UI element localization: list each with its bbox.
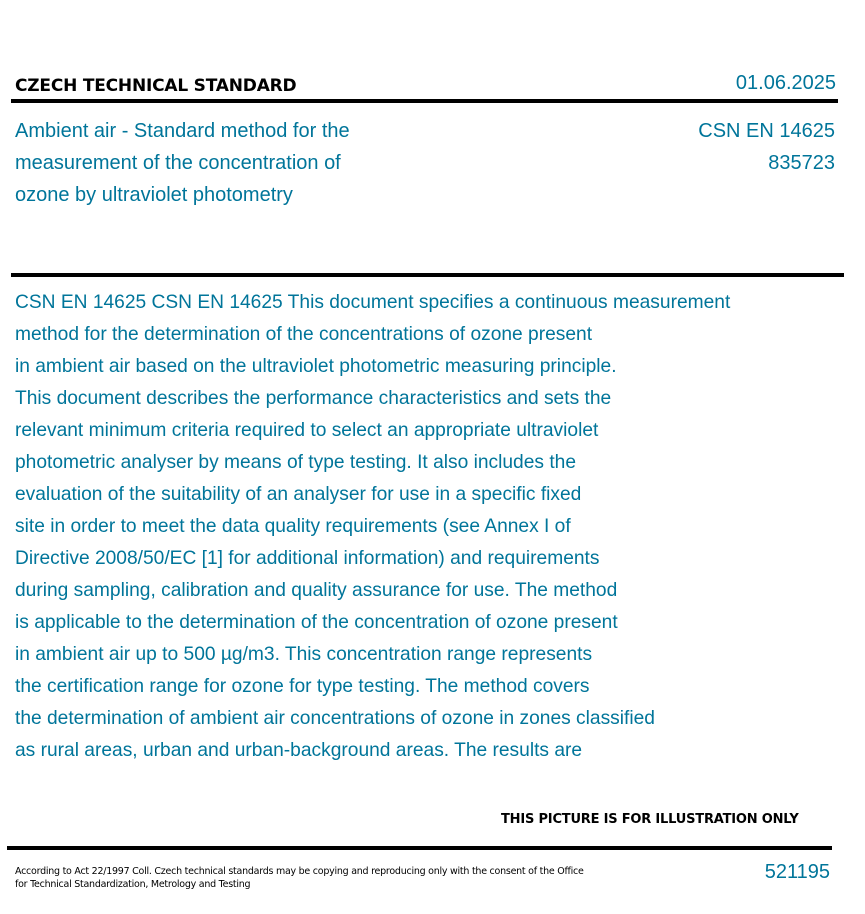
illustration-note: THIS PICTURE IS FOR ILLUSTRATION ONLY <box>501 812 799 827</box>
title-line: ozone by ultraviolet photometry <box>15 184 293 206</box>
abstract-line: Directive 2008/50/EC [1] for additional information) and requirements <box>15 548 600 569</box>
abstract-line: relevant minimum criteria required to select an appropriate ultraviolet <box>15 420 599 441</box>
standard-codes <box>698 115 835 179</box>
abstract-line: photometric analyser by means of type testing. It also includes the <box>15 452 577 473</box>
abstract-line: in ambient air up to 500 µg/m3. This concentration range represents <box>15 644 593 665</box>
abstract-line: the determination of ambient air concentrations of ozone in zones classified <box>15 708 655 729</box>
abstract-text <box>15 287 845 767</box>
classification-number: 835723 <box>768 152 835 174</box>
standard-number: CSN EN 14625 <box>698 120 835 142</box>
publication-date: 01.06.2025 <box>735 72 836 94</box>
abstract-line: in ambient air based on the ultraviolet photometric measuring principle. <box>15 356 617 377</box>
legal-line: for Technical Standardization, Metrology and Testing <box>15 879 251 890</box>
abstract-line: the certification range for ozone for type testing. The method covers <box>15 676 590 697</box>
legal-line: According to Act 22/1997 Coll. Czech technical standards may be copying and reproducing only with the consent of the Office <box>15 866 584 877</box>
title-rule <box>11 273 844 277</box>
title-line: Ambient air - Standard method for the <box>15 120 350 142</box>
abstract-line: during sampling, calibration and quality assurance for use. The method <box>15 580 618 601</box>
document-title <box>15 115 435 211</box>
standard-type-label: CZECH TECHNICAL STANDARD <box>15 76 297 96</box>
abstract-line: method for the determination of the concentrations of ozone present <box>15 324 593 345</box>
abstract-line: site in order to meet the data quality requirements (see Annex I of <box>15 516 571 537</box>
title-line: measurement of the concentration of <box>15 152 341 174</box>
abstract-line: is applicable to the determination of the concentration of ozone present <box>15 612 618 633</box>
abstract-line: This document describes the performance characteristics and sets the <box>15 388 612 409</box>
legal-notice <box>15 865 595 891</box>
footer-rule <box>7 846 832 850</box>
abstract-line: evaluation of the suitability of an analyser for use in a specific fixed <box>15 484 582 505</box>
document-number: 521195 <box>764 861 830 883</box>
abstract-line: as rural areas, urban and urban-background areas. The results are <box>15 740 583 761</box>
abstract-line: CSN EN 14625 CSN EN 14625 This document specifies a continuous measurement <box>15 292 731 313</box>
header-rule <box>11 99 838 103</box>
